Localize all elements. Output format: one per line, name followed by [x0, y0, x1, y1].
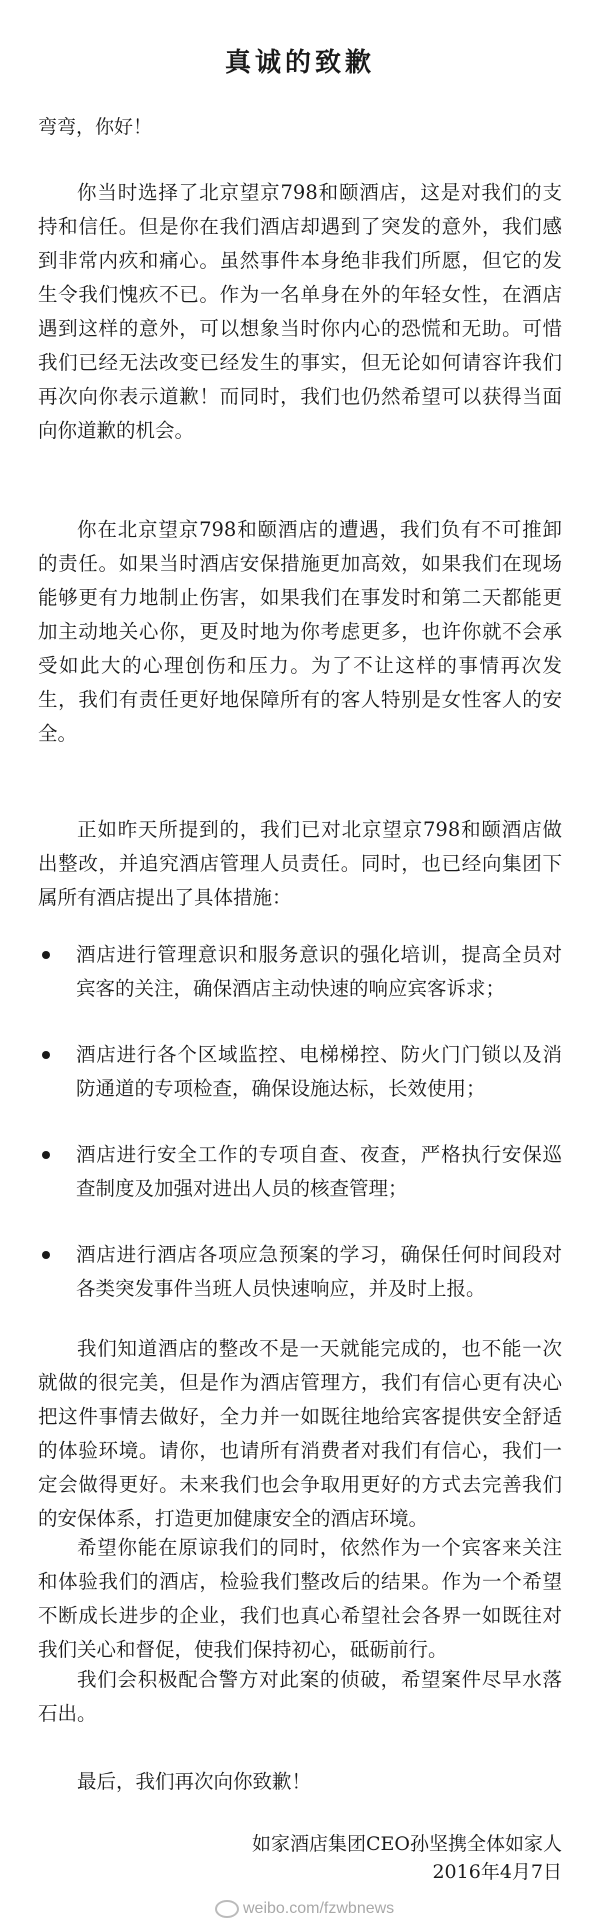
paragraph-6: 我们会积极配合警方对此案的侦破，希望案件尽早水落石出。	[38, 1668, 562, 1725]
paragraph-1: 你当时选择了北京望京798和颐酒店，这是对我们的支持和信任。但是你在我们酒店却遇到了突发的意外，我们感到非常内疚和痛心。虽然事件本身绝非我们所愿，但它的发生令我们愧疚不已。作为一名单身在外的年轻女性，在酒店遇到这样的意外，可以想象当时你内心的恐慌和无助。可惜我们已经无法改变已经发生的事实，但无论如何请容许我们再次向你表示道歉！而同时，我们也仍然希望可以获得当面向你道歉的机会。	[38, 181, 562, 442]
weibo-logo-icon	[215, 1900, 239, 1918]
paragraph-4: 我们知道酒店的整改不是一天就能完成的，也不能一次就做的很完美，但是作为酒店管理方，我们有信心更有决心把这件事情去做好，全力并一如既往地给宾客提供安全舒适的体验环境。请你，也请所有消费者对我们有信心，我们一定会做得更好。未来我们也会争取用更好的方式去完善我们的安保体系，打造更加健康安全的酒店环境。	[38, 1337, 562, 1530]
paragraph-7: 最后，我们再次向你致歉！	[77, 1770, 312, 1793]
bullet-icon	[42, 951, 50, 959]
measure-text: 酒店进行各个区域监控、电梯梯控、防火门门锁以及消防通道的专项检查，确保设施达标，长效使用；	[76, 1043, 562, 1100]
list-item	[38, 1138, 562, 1206]
signature-author: 如家酒店集团CEO孙坚携全体如家人	[252, 1833, 562, 1855]
measure-text: 酒店进行酒店各项应急预案的学习，确保任何时间段对各类突发事件当班人员快速响应，并及时上报。	[76, 1243, 562, 1300]
weibo-watermark	[215, 1900, 394, 1918]
bullet-icon	[42, 1151, 50, 1159]
signature-block	[252, 1830, 562, 1886]
paragraph-3: 正如昨天所提到的，我们已对北京望京798和颐酒店做出整改，并追究酒店管理人员责任。同时，也已经向集团下属所有酒店提出了具体措施：	[38, 818, 562, 909]
signature-date: 2016年4月7日	[432, 1861, 562, 1883]
list-item	[38, 938, 562, 1006]
paragraph-2: 你在北京望京798和颐酒店的遭遇，我们负有不可推卸的责任。如果当时酒店安保措施更加高效，如果我们在现场能够更有力地制止伤害，如果我们在事发时和第二天都能更加主动地关心你，更及时地为你考虑更多，也许你就不会承受如此大的心理创伤和压力。为了不让这样的事情再次发生，我们有责任更好地保障所有的客人特别是女性客人的安全。	[38, 518, 562, 745]
measure-text: 酒店进行安全工作的专项自查、夜查，严格执行安保巡查制度及加强对进出人员的核查管理；	[76, 1143, 562, 1200]
list-item	[38, 1038, 562, 1106]
bullet-icon	[42, 1251, 50, 1259]
paragraph-5: 希望你能在原谅我们的同时，依然作为一个宾客来关注和体验我们的酒店，检验我们整改后的结果。作为一个希望不断成长进步的企业，我们也真心希望社会各界一如既往对我们关心和督促，使我们保持初心，砥砺前行。	[38, 1536, 562, 1661]
bullet-icon	[42, 1051, 50, 1059]
watermark-text: weibo.com/fzwbnews	[243, 1900, 395, 1918]
list-item	[38, 1238, 562, 1306]
measure-text: 酒店进行管理意识和服务意识的强化培训，提高全员对宾客的关注，确保酒店主动快速的响应宾客诉求；	[76, 943, 562, 1000]
letter-title: 真诚的致歉	[224, 48, 375, 78]
measures-list	[38, 938, 562, 1338]
salutation: 弯弯，你好！	[38, 116, 153, 138]
